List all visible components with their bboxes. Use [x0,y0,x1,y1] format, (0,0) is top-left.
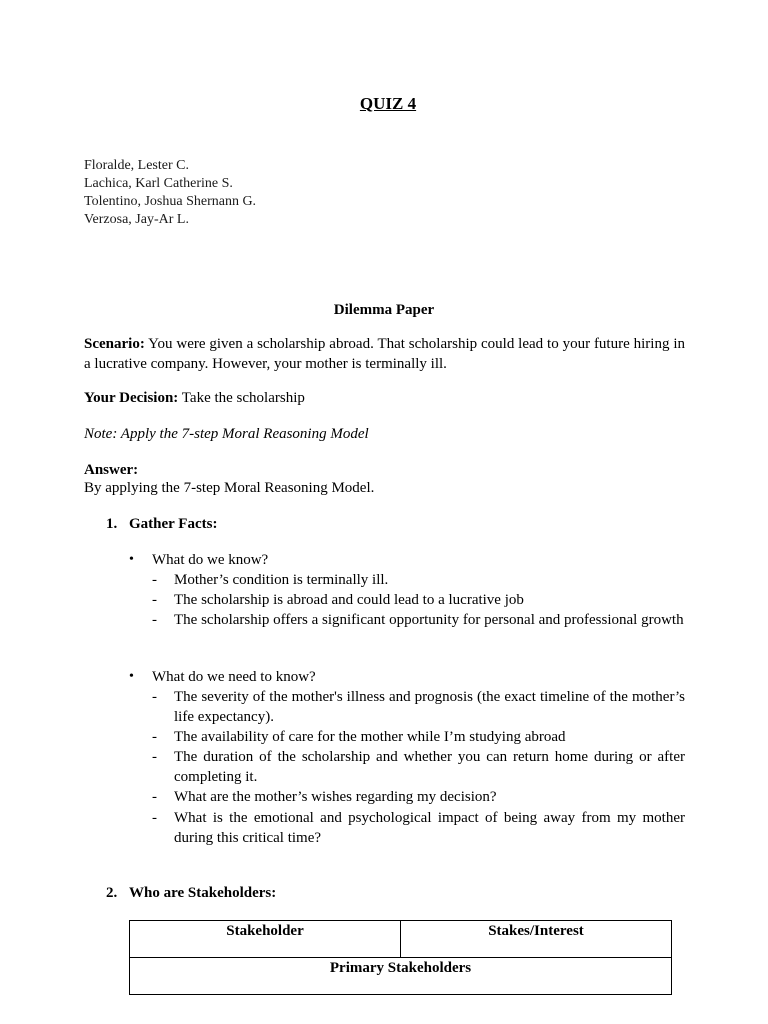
dash-icon: - [152,789,157,805]
scenario-label: Scenario: [84,336,145,352]
step-number: 1. [106,516,118,532]
section-heading: Dilemma Paper [333,302,435,318]
scenario-text: You were given a scholarship abroad. That scholarship could lead to your future hiring in a lucrative company. However, your mother is terminally ill. [84,336,685,372]
dash-icon: - [152,729,157,745]
bullet-icon: • [129,669,134,684]
decision-text: Take the scholarship [181,390,305,406]
list-item: What is the emotional and psychological impact of being away from my mother during this critical time? [174,810,685,846]
author-name: Floralde, Lester C. [84,158,189,173]
page-title: QUIZ 4 [359,94,417,113]
section-row-primary: Primary Stakeholders [130,958,672,995]
list-item: The scholarship offers a significant opportunity for personal and professional growth [174,612,684,628]
step-number: 2. [106,885,118,901]
bullet-label: What do we know? [152,552,269,568]
table-header-row [130,921,672,958]
list-item: What are the mother’s wishes regarding my decision? [174,789,497,805]
scenario-paragraph [84,334,685,374]
dash-icon: - [152,612,157,628]
stakeholder-table [129,920,672,995]
table-row [130,958,672,995]
dash-icon: - [152,810,157,826]
list-item: The availability of care for the mother while I’m studying abroad [174,729,566,745]
dash-icon: - [152,592,157,608]
dash-icon: - [152,689,157,705]
dash-icon: - [152,749,157,765]
column-header-stakeholder: Stakeholder [130,921,401,958]
list-item: Mother’s condition is terminally ill. [174,572,389,588]
bullet-icon: • [129,552,134,567]
dash-icon: - [152,572,157,588]
author-name: Verzosa, Jay-Ar L. [84,212,189,227]
step-label: Who are Stakeholders: [129,885,277,901]
bullet-label: What do we need to know? [152,669,316,685]
answer-text: By applying the 7-step Moral Reasoning Model. [84,480,375,496]
decision-label: Your Decision: [84,390,179,406]
step-label: Gather Facts: [129,516,218,532]
note-line: Note: Apply the 7-step Moral Reasoning Model [84,426,369,442]
column-header-stakes: Stakes/Interest [401,921,672,958]
list-item: The severity of the mother's illness and prognosis (the exact timeline of the mother’s life expectancy). [174,689,685,725]
answer-label: Answer: [84,462,139,478]
author-name: Tolentino, Joshua Shernann G. [84,194,257,209]
list-item: The duration of the scholarship and whether you can return home during or after completing it. [174,749,685,785]
author-name: Lachica, Karl Catherine S. [84,176,233,191]
list-item: The scholarship is abroad and could lead to a lucrative job [174,592,524,608]
decision-line [84,388,305,408]
